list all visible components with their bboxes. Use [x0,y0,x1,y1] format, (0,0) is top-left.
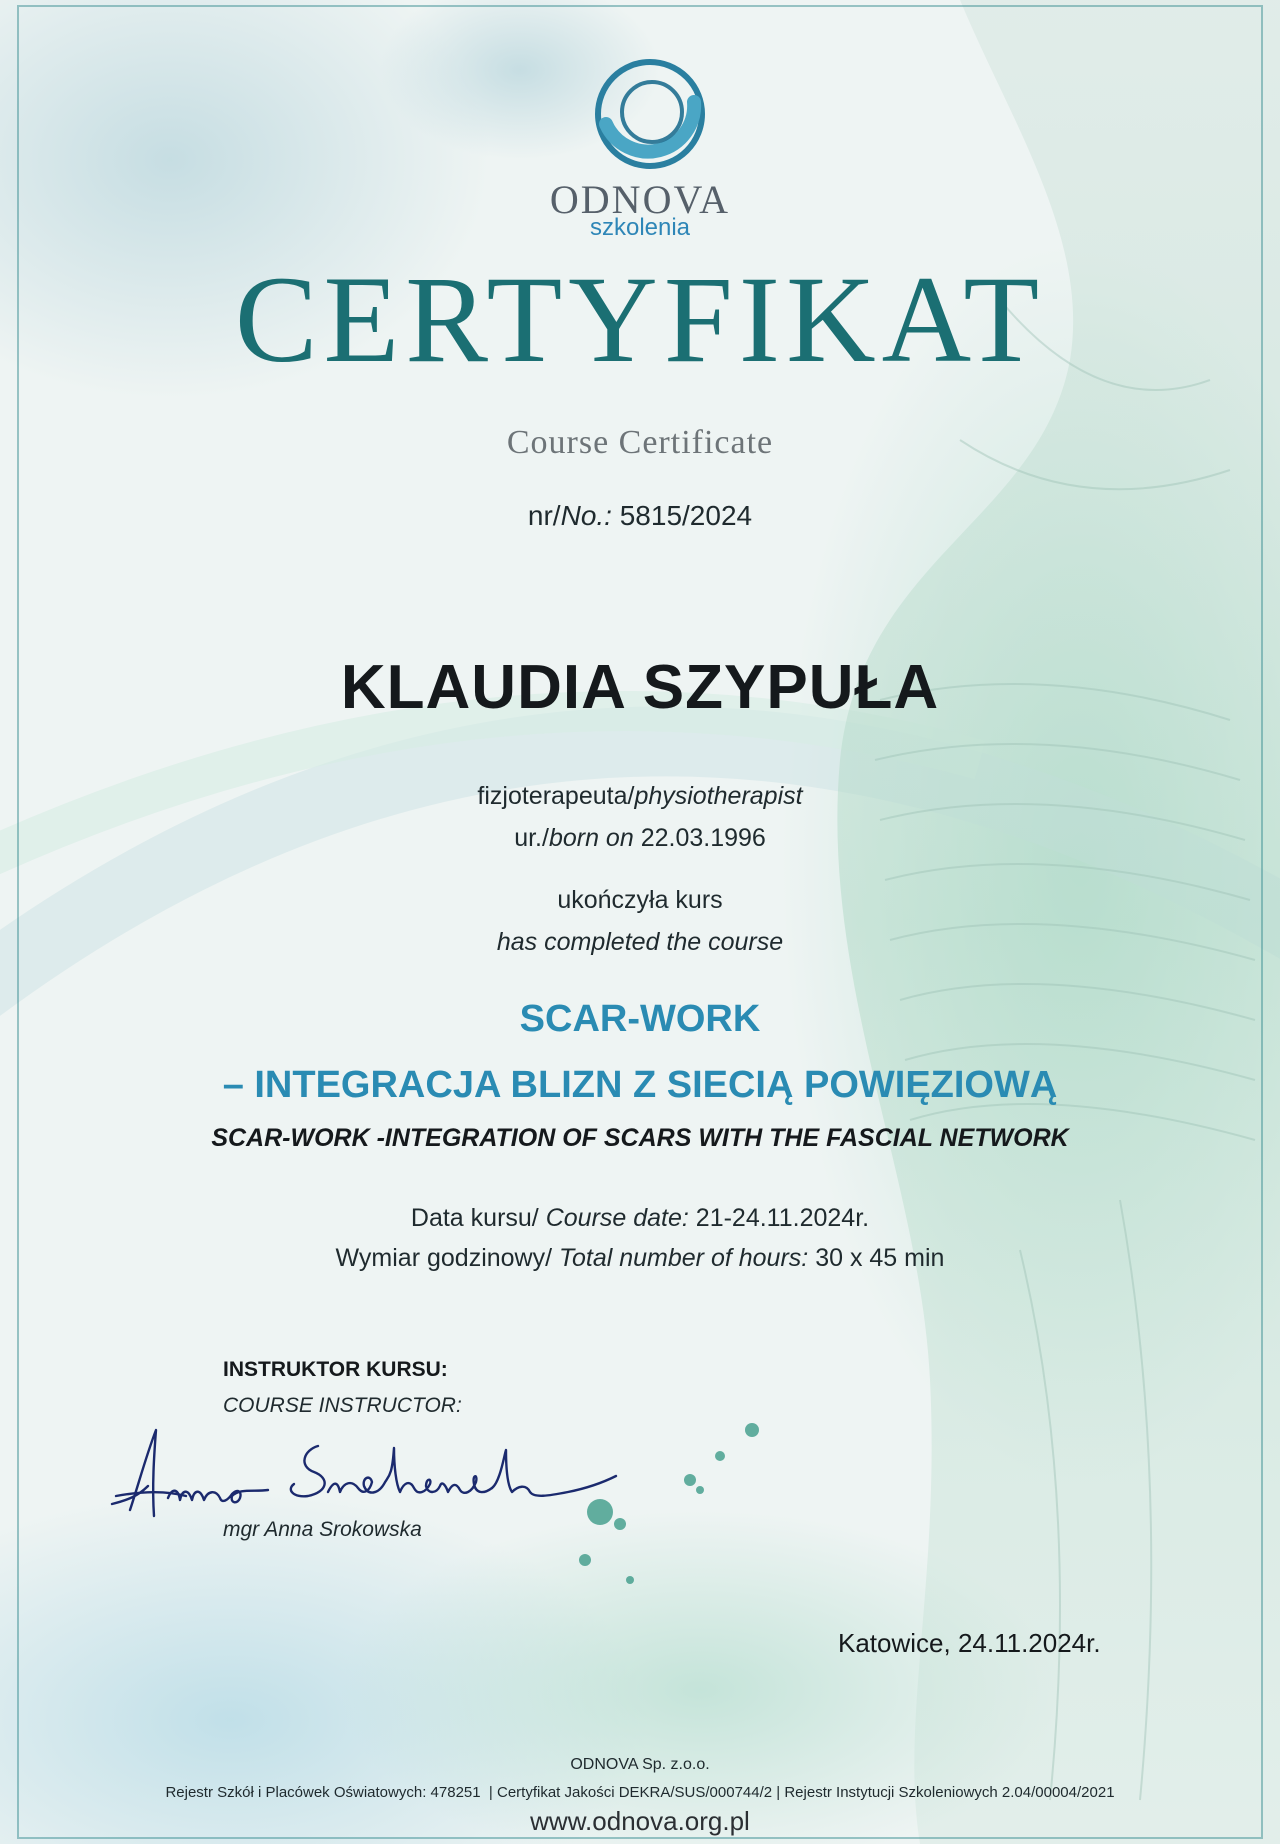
recipient-profession [0,782,1280,811]
instructor-name-text: mgr Anna Srokowska [223,1518,422,1541]
place-date: Katowice, 24.11.2024r. [838,1628,1101,1658]
certificate-number [0,500,1280,532]
course-hours [0,1244,1280,1273]
number-label-en: No.: [560,500,612,531]
brand-name: ODNOVA [549,177,731,222]
course-date-en: Course date: [545,1204,689,1232]
footer-website: www.odnova.org.pl [530,1806,750,1836]
course-title-en [0,1124,1280,1153]
course-title-line2: – INTEGRACJA BLIZN Z SIECIĄ POWIĘZIOWĄ [222,1064,1058,1106]
instructor-label-en [223,1394,462,1418]
brand-subtitle: szkolenia [589,214,691,241]
instructor-label-en-text: COURSE INSTRUCTOR: [223,1394,462,1417]
course-title-line1: SCAR-WORK [519,998,761,1040]
born-date: 22.03.1996 [640,824,766,852]
instructor-name [223,1518,422,1542]
course-hours-en: Total number of hours: [559,1244,809,1272]
recipient-name: KLAUDIA SZYPUŁA [340,653,940,722]
course-title-en-text: SCAR-WORK -INTEGRATION OF SCARS WITH THE FASCIAL NETWORK [211,1124,1069,1152]
born-pl: ur./ [514,824,549,852]
certificate-title: CERTYFIKAT [234,251,1046,388]
completion-pl: ukończyła kurs [557,886,723,914]
course-hours-value: 30 x 45 min [815,1244,945,1272]
completion-en-text: has completed the course [496,928,784,956]
course-date [0,1204,1280,1233]
course-date-pl: Data kursu/ [410,1204,539,1232]
odnova-logo-icon [590,54,710,174]
recipient-birth [0,824,1280,853]
profession-en: physiotherapist [634,782,803,810]
footer-company: ODNOVA Sp. z.o.o. [570,1756,710,1773]
footer-registry: Rejestr Szkół i Placówek Oświatowych: 478251 | Certyfikat Jakości DEKRA/SUS/000744/2 | Rejestr Instytucji Szkoleniowych 2.04/00004/2021 [165,1784,1115,1801]
instructor-label-pl: INSTRUKTOR KURSU: [223,1358,448,1381]
course-hours-pl: Wymiar godzinowy/ [335,1244,553,1272]
completion-en [0,928,1280,957]
instructor-signature [108,1426,618,1526]
certificate-subtitle: Course Certificate [506,424,774,461]
born-en: born on [548,824,634,852]
profession-pl: fizjoterapeuta/ [477,782,635,810]
number-label-pl: nr/ [527,500,561,531]
number-value: 5815/2024 [619,500,753,531]
course-date-value: 21-24.11.2024r. [695,1204,870,1232]
